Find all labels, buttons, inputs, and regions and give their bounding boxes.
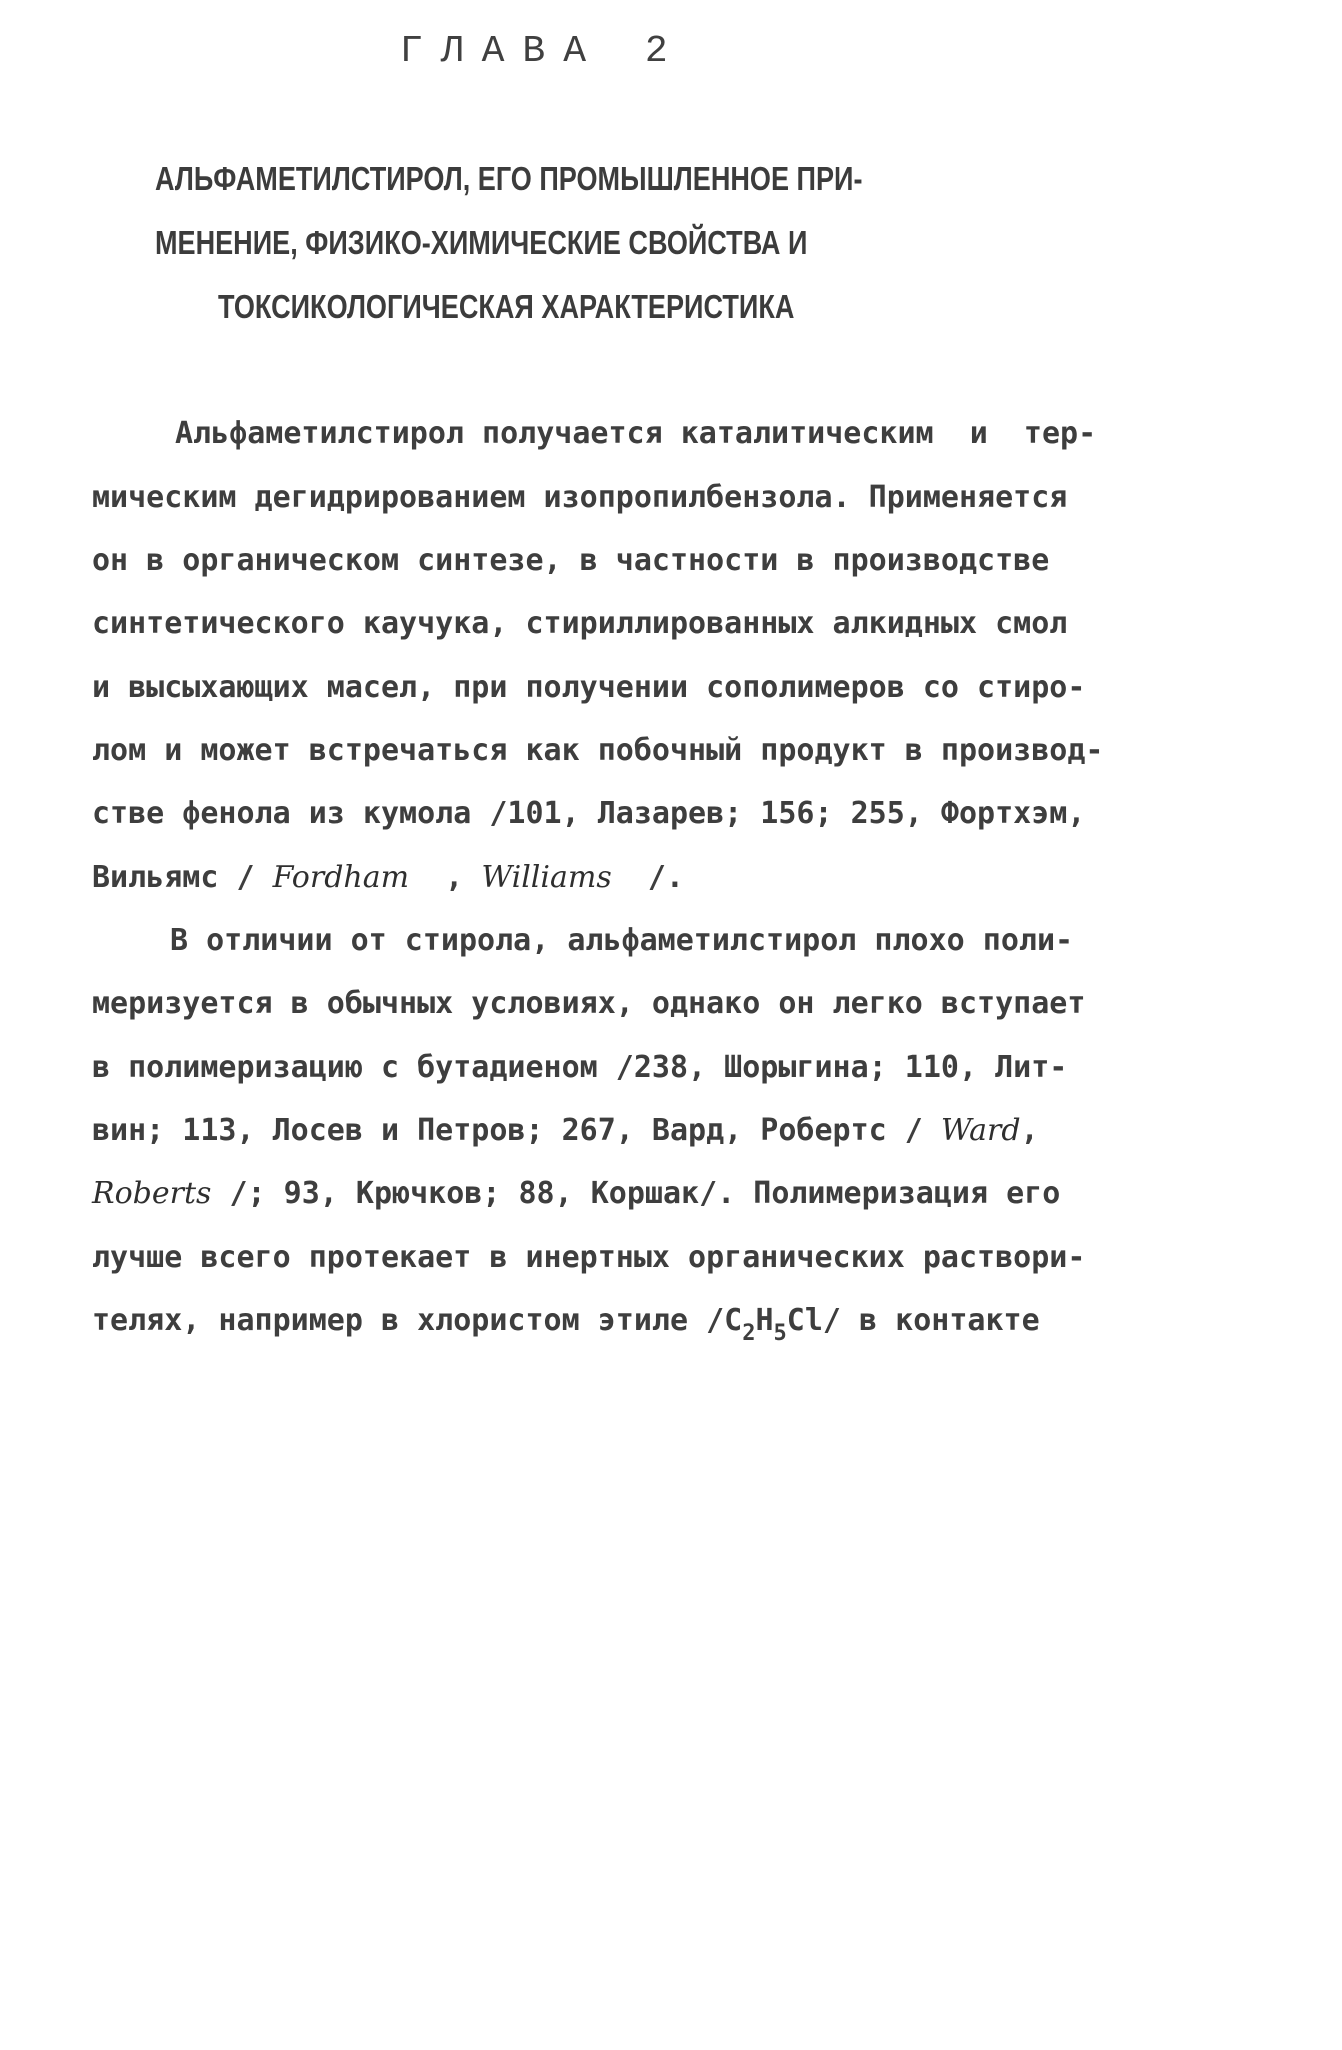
paragraph-1-line-6: лом и может встречаться как побочный продукт в производ- (92, 733, 1104, 768)
paragraph-2-line-3: в полимеризацию с бутадиеном /238, Шорыгина; 110, Лит- (92, 1050, 1068, 1085)
paragraph-2-line-2: меризуется в обычных условиях, однако он легко вступает (92, 986, 1086, 1021)
chapter-title-line-3: ТОКСИКОЛОГИЧЕСКАЯ ХАРАКТЕРИСТИКА (218, 288, 795, 325)
paragraph-1-line-7: стве фенола из кумола /101, Лазарев; 156; 255, Фортхэм, (92, 796, 1086, 831)
handwritten-name: Williams (481, 860, 612, 895)
text-segment: /. (611, 860, 684, 895)
chapter-title-line-1: АЛЬФАМЕТИЛСТИРОЛ, ЕГО ПРОМЫШЛЕННОЕ ПРИ- (155, 160, 863, 197)
handwritten-name: Fordham (272, 860, 410, 895)
paragraph-1-line-5: и высыхающих масел, при получении сополимеров со стиро- (92, 670, 1086, 705)
chapter-title-line-2: МЕНЕНИЕ, ФИЗИКО-ХИМИЧЕСКИЕ СВОЙСТВА И (155, 224, 808, 261)
paragraph-2-line-4 (92, 1111, 1039, 1151)
handwritten-name: Roberts (92, 1176, 212, 1211)
paragraph-1-line-4: синтетического каучука, стириллированных алкидных смол (92, 606, 1068, 641)
paragraph-1-line-3: он в органическом синтезе, в частности в производстве (92, 543, 1050, 578)
paragraph-2-line-5 (92, 1174, 1060, 1214)
text-segment: , (409, 860, 482, 895)
text-segment: /; 93, Крючков; 88, Коршак/. Полимеризация его (211, 1176, 1061, 1211)
paragraph-2-line-1: В отличии от стирола, альфаметилстирол плохо поли- (170, 923, 1074, 958)
subscript: 2 (742, 1321, 756, 1346)
text-segment: Cl/ в контакте (786, 1303, 1040, 1338)
handwritten-name: Ward (940, 1113, 1021, 1148)
chapter-heading: ГЛАВА 2 (400, 30, 686, 73)
paragraph-2-line-7 (92, 1301, 1040, 1354)
text-segment: вин; 113, Лосев и Петров; 267, Вард, Робертс / (92, 1113, 941, 1148)
text-segment: , (1020, 1113, 1039, 1148)
text-segment: телях, например в хлористом этиле /C (92, 1303, 743, 1338)
paragraph-2-line-6: лучше всего протекает в инертных органических раствори- (92, 1240, 1086, 1275)
paragraph-1-line-2: мическим дегидрированием изопропилбензола. Применяется (92, 480, 1068, 515)
paragraph-1-line-1: Альфаметилстирол получается каталитическим и тер- (175, 416, 1097, 451)
text-segment: H (755, 1303, 774, 1338)
paragraph-1-line-8 (92, 858, 684, 898)
subscript: 5 (773, 1321, 787, 1346)
text-segment: Вильямс / (92, 860, 273, 895)
